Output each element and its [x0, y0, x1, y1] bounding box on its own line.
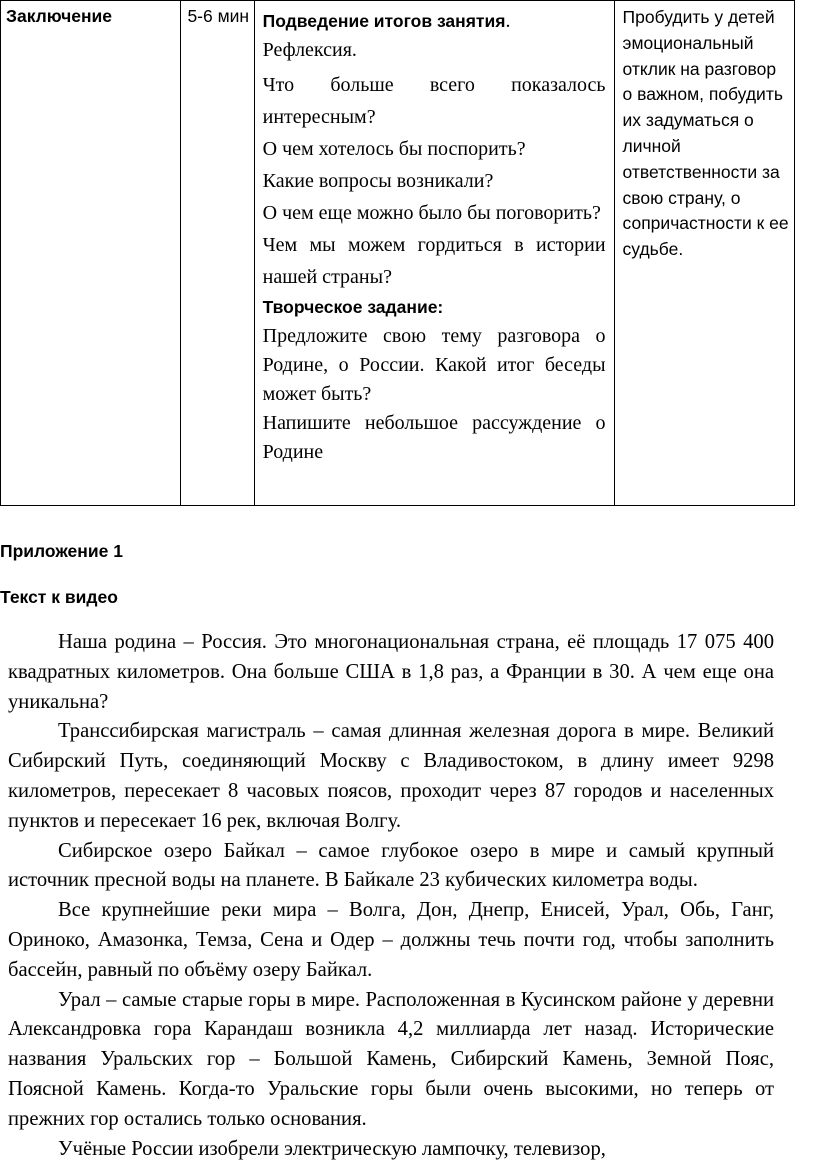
paragraph: Урал – самые старые горы в мире. Расположенная в Кусинском районе у деревни Александровка гора Карандаш возникла 4,2 миллиарда лет назад. Исторические названия Уральских гор – Большой Камень, Сибирский Камень, Земной Пояс, Поясной Камень. Когда-то Уральские горы были очень высокими, но теперь от прежних гор остались только основания. — [8, 988, 774, 1130]
paragraph: Все крупнейшие реки мира – Волга, Дон, Днепр, Енисей, Урал, Обь, Ганг, Ориноко, Амазонка, Темза, Сена и Одер – должны течь почти год, чтобы заполнить бассейн, равный по объёму озеру Байкал. — [8, 899, 774, 981]
question-item: О чем еще можно было бы поговорить? — [262, 202, 601, 224]
summary-heading: Подведение итогов занятия — [262, 11, 506, 31]
goal-cell — [614, 1, 794, 506]
table-row — [1, 1, 795, 506]
content-cell — [254, 1, 614, 506]
appendix-section — [0, 538, 790, 1164]
duration: 5-6 мин — [187, 6, 250, 26]
reflection-label: Рефлексия. — [262, 39, 357, 61]
paragraph: Сибирское озеро Байкал – самое глубокое озеро в мире и самый крупный источник пресной воды на планете. В Байкале 23 кубических километра воды. — [8, 839, 774, 892]
appendix-title: Приложение 1 — [0, 541, 123, 561]
lesson-plan-table — [0, 0, 795, 506]
stage-cell — [1, 1, 181, 506]
creative-task-line: Напишите небольшое рассуждение о Родине — [262, 412, 606, 463]
question-item: О чем хотелось бы поспорить? — [262, 138, 526, 160]
video-text — [0, 628, 774, 1164]
creative-task-heading: Творческое задание: — [262, 297, 444, 317]
paragraph: Учёные России изобрели электрическую лампочку, телевизор, — [58, 1137, 606, 1160]
duration-cell — [181, 1, 254, 506]
question-item: Чем мы можем гордиться в истории нашей страны? — [262, 234, 606, 288]
paragraph: Транссибирская магистраль – самая длинная железная дорога в мире. Великий Сибирский Путь, соединяющий Москву с Владивостоком, в длину имеет 9298 километров, пересекает 8 часовых поясов, проходит через 87 городов и населенных пунктов и пересекает 16 рек, включая Волгу. — [8, 720, 774, 832]
goal-text: Пробудить у детей эмоциональный отклик на разговор о важном, побудить их задуматься о личной ответственности за свою страну, о сопричастности к ее судьбе. — [622, 7, 789, 260]
question-item: Что больше всего показалось интересным? — [262, 74, 606, 128]
paragraph: Наша родина – Россия. Это многонациональная страна, её площадь 17 075 400 квадратных километров. Она больше США в 1,8 раз, а Франции в 30. А чем еще она уникальна? — [8, 631, 774, 713]
summary-heading-suffix: . — [505, 10, 511, 32]
appendix-subtitle: Текст к видео — [0, 587, 118, 607]
creative-task-line: Предложите свою тему разговора о Родине, о России. Какой итог беседы может быть? — [262, 325, 606, 405]
stage-name: Заключение — [6, 6, 113, 26]
summary-heading-line — [263, 5, 606, 37]
question-item: Какие вопросы возникали? — [262, 170, 494, 192]
